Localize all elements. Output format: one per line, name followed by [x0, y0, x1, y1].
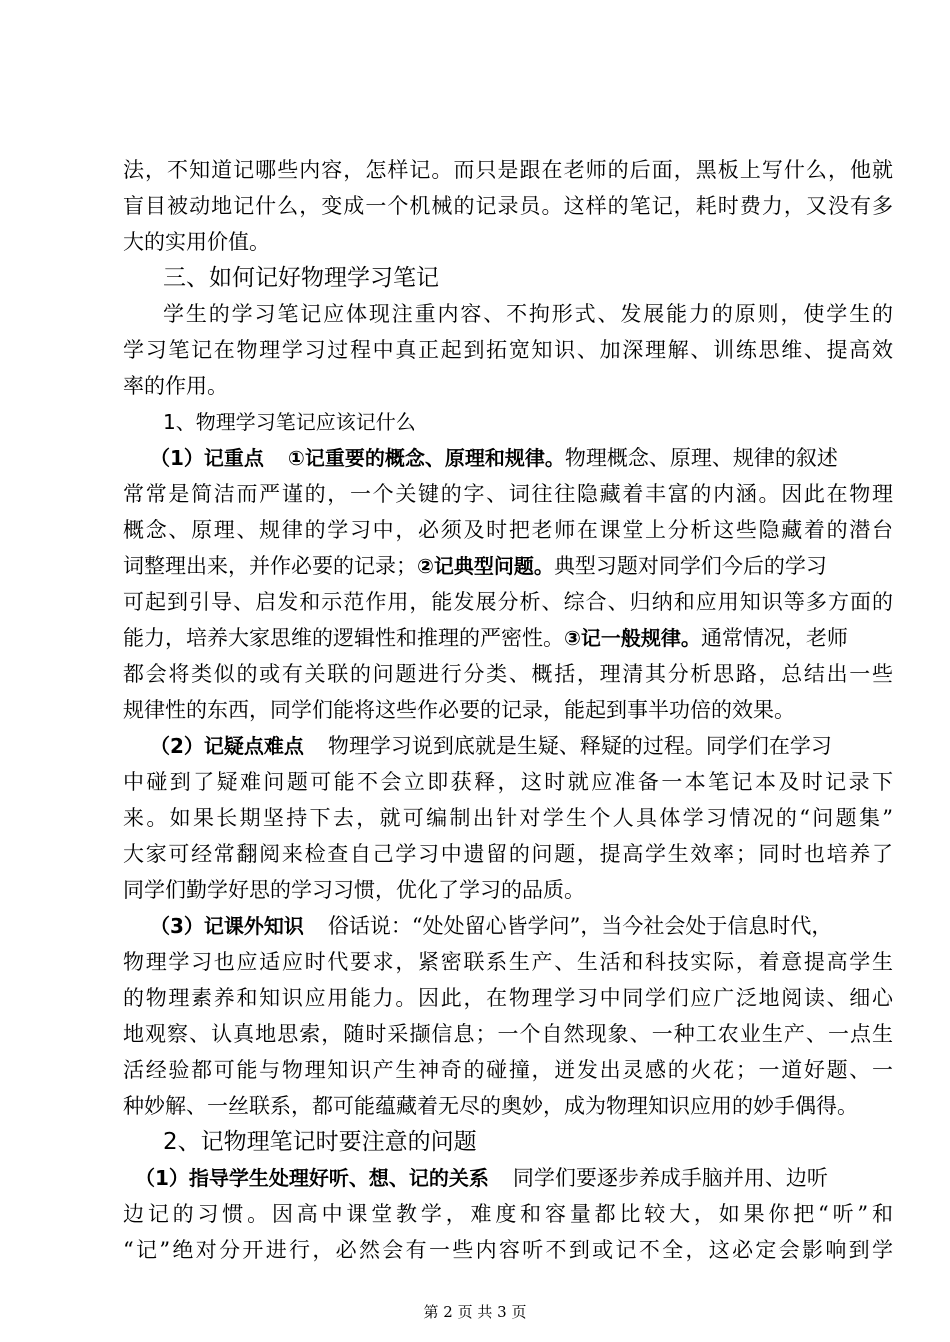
subsection-heading: 1、物理学习笔记应该记什么 — [163, 410, 416, 434]
text-line — [150, 440, 893, 476]
text-line — [123, 620, 893, 656]
text-line: 活经验都可能与物理知识产生神奇的碰撞，迸发出灵感的火花；一道好题、一 — [123, 1058, 893, 1082]
text-line: 学习笔记在物理学习过程中真正起到拓宽知识、加深理解、训练思维、提高效 — [123, 338, 893, 362]
bold-point: ①记重要的概念、原理和规律。 — [287, 446, 565, 470]
text-span: 通常情况，老师 — [700, 626, 848, 650]
text-line: 中碰到了疑难问题可能不会立即获释，这时就应准备一本笔记本及时记录下 — [123, 770, 893, 794]
text-line: 边记的习惯。因高中课堂教学，难度和容量都比较大，如果你把“听”和 — [123, 1202, 893, 1226]
page-footer: 第 2 页 共 3 页 — [423, 1303, 527, 1321]
bold-point: ③记一般规律。 — [564, 626, 701, 650]
text-line: 学生的学习笔记应体现注重内容、不拘形式、发展能力的原则，使学生的 — [163, 302, 893, 326]
item-label: （3）记课外知识 — [150, 914, 304, 938]
text-line — [123, 548, 893, 584]
bold-point: ②记典型问题。 — [417, 554, 554, 578]
text-line: “记”绝对分开进行，必然会有一些内容听不到或记不全，这必定会影响到学 — [123, 1238, 893, 1262]
text-span: 同学们要逐步养成手脑并用、边听 — [512, 1166, 828, 1190]
text-line: 的物理素养和知识应用能力。因此，在物理学习中同学们应广泛地阅读、细心 — [123, 986, 893, 1010]
text-line: 种妙解、一丝联系，都可能蕴藏着无尽的奥妙，成为物理知识应用的妙手偶得。 — [123, 1094, 858, 1118]
text-line: 常常是简洁而严谨的，一个关键的字、词往往隐藏着丰富的内涵。因此在物理 — [123, 482, 893, 506]
text-line: 都会将类似的或有关联的问题进行分类、概括，理清其分析思路，总结出一些 — [123, 662, 893, 686]
text-span: 典型习题对同学们今后的学习 — [553, 554, 827, 578]
text-span: 词整理出来，并作必要的记录； — [123, 554, 417, 578]
subsection-heading: 2、记物理笔记时要注意的问题 — [163, 1129, 477, 1155]
text-line: 可起到引导、启发和示范作用，能发展分析、综合、归纳和应用知识等多方面的 — [123, 590, 893, 614]
text-line: 大家可经常翻阅来检查自己学习中遗留的问题，提高学生效率；同时也培养了 — [123, 842, 893, 866]
text-line — [135, 1160, 893, 1196]
text-line: 来。如果长期坚持下去，就可编制出针对学生个人具体学习情况的“问题集” — [123, 806, 893, 830]
item-label: （2）记疑点难点 — [150, 734, 304, 758]
text-line — [150, 908, 893, 944]
text-line: 同学们勤学好思的学习习惯，优化了学习的品质。 — [123, 878, 585, 902]
text-line: 物理学习也应适应时代要求，紧密联系生产、生活和科技实际，着意提高学生 — [123, 950, 893, 974]
text-line: 概念、原理、规律的学习中，必须及时把老师在课堂上分析这些隐藏着的潜台 — [123, 518, 893, 542]
text-span: 物理概念、原理、规律的叙述 — [564, 446, 838, 470]
text-span: 俗话说：“处处留心皆学问”，当今社会处于信息时代， — [327, 914, 833, 938]
section-heading: 三、如何记好物理学习笔记 — [163, 265, 439, 291]
item-label: （1）指导学生处理好听、想、记的关系 — [135, 1166, 489, 1190]
text-span: 能力，培养大家思维的逻辑性和推理的严密性。 — [123, 626, 564, 650]
item-label: （1）记重点 — [150, 446, 264, 470]
text-line: 大的实用价值。 — [123, 230, 270, 254]
text-line: 规律性的东西，同学们能将这些作必要的记录，能起到事半功倍的效果。 — [123, 698, 795, 722]
text-line: 盲目被动地记什么，变成一个机械的记录员。这样的笔记，耗时费力，又没有多 — [123, 194, 893, 218]
text-line: 地观察、认真地思索，随时采撷信息；一个自然现象、一种工农业生产、一点生 — [123, 1022, 893, 1046]
text-span: 物理学习说到底就是生疑、释疑的过程。同学们在学习 — [327, 734, 832, 758]
text-line: 法，不知道记哪些内容，怎样记。而只是跟在老师的后面，黑板上写什么，他就 — [123, 158, 893, 182]
text-line — [150, 728, 893, 764]
text-line: 率的作用。 — [123, 374, 228, 398]
